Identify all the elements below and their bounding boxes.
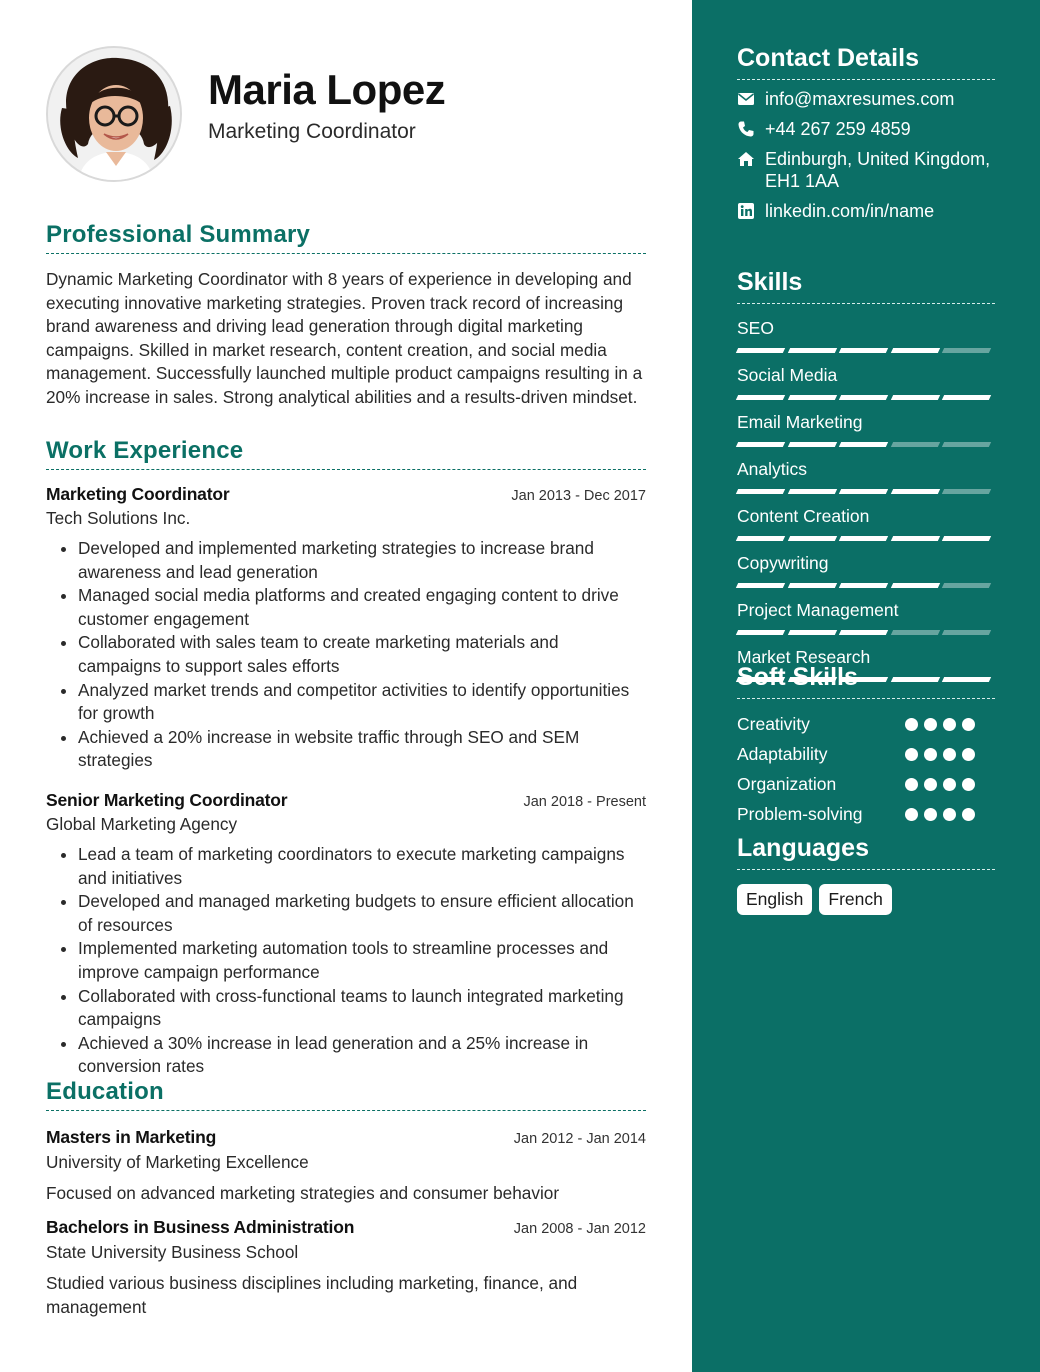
education-entry xyxy=(46,1127,646,1205)
skill-item xyxy=(737,411,995,448)
skill-level-segment xyxy=(942,536,991,541)
soft-skill-name: Organization xyxy=(737,773,837,794)
skill-level-segment xyxy=(787,536,836,541)
skill-level-segment xyxy=(736,630,785,635)
skill-level-segment xyxy=(839,395,888,400)
linkedin-text: linkedin.com/in/name xyxy=(765,201,935,221)
phone-text: +44 267 259 4859 xyxy=(765,119,911,139)
skill-level-segment xyxy=(736,536,785,541)
skill-item xyxy=(737,458,995,495)
skill-level-bar xyxy=(737,536,995,542)
soft-skill-rating xyxy=(905,718,975,731)
soft-skill-name: Adaptability xyxy=(737,743,828,764)
skill-level-segment xyxy=(787,630,836,635)
skill-level-segment xyxy=(942,583,991,588)
skill-level-segment xyxy=(891,583,940,588)
job-bullets xyxy=(46,843,646,1079)
rating-dot xyxy=(962,718,975,731)
rating-dot xyxy=(943,718,956,731)
rating-dot xyxy=(905,718,918,731)
skill-level-segment xyxy=(891,630,940,635)
rating-dot xyxy=(962,748,975,761)
skill-level-segment xyxy=(839,442,888,447)
skill-level-segment xyxy=(839,630,888,635)
bullet-item: • Developed and implemented marketing strategies to increase brand awareness and lead generation xyxy=(78,537,646,584)
education-entry xyxy=(46,1217,646,1319)
skill-name: Email Marketing xyxy=(737,412,863,432)
skill-level-segment xyxy=(942,348,991,353)
section-heading: Work Experience xyxy=(46,437,646,470)
contact-phone[interactable] xyxy=(737,118,995,140)
skill-level-segment xyxy=(942,442,991,447)
skill-level-bar xyxy=(737,630,995,636)
skill-level-segment xyxy=(942,630,991,635)
bullet-item: • Collaborated with sales team to create marketing materials and campaigns to support sales efforts xyxy=(78,631,646,678)
rating-dot xyxy=(962,778,975,791)
rating-dot xyxy=(905,748,918,761)
degree-title: Bachelors in Business Administration xyxy=(46,1217,355,1237)
job-bullets xyxy=(46,537,646,773)
education-dates: Jan 2008 - Jan 2012 xyxy=(513,1221,646,1237)
skill-level-bar xyxy=(737,583,995,589)
skill-level-segment xyxy=(736,348,785,353)
skill-name: SEO xyxy=(737,318,774,338)
skill-name: Analytics xyxy=(737,459,808,479)
skill-name: Market Research xyxy=(737,647,871,667)
skill-name: Project Management xyxy=(737,600,899,620)
skill-level-segment xyxy=(736,395,785,400)
language-chip: English xyxy=(737,884,812,915)
skill-level-segment xyxy=(839,583,888,588)
skill-item xyxy=(737,505,995,542)
skill-level-segment xyxy=(839,536,888,541)
soft-skill-name: Creativity xyxy=(737,713,810,734)
bullet-item: • Managed social media platforms and created engaging content to drive customer engagement xyxy=(78,584,646,631)
contact-address xyxy=(737,148,995,192)
contact-section xyxy=(737,44,995,222)
rating-dot xyxy=(943,808,956,821)
summary-text: Dynamic Marketing Coordinator with 8 years of experience in developing and executing innovative marketing strategies. Proven track record of increasing brand awareness and driving lead generation through digital marketing campaigns. Skilled in market research, content creation, and social media management. Successfully launched multiple product campaigns resulting in a 20% increase in sales. Strong analytical abilities and a results-driven mindset. xyxy=(46,269,643,407)
skill-level-segment xyxy=(736,489,785,494)
soft-skill-rating xyxy=(905,778,975,791)
degree-title: Masters in Marketing xyxy=(46,1127,217,1147)
skill-level-segment xyxy=(942,489,991,494)
job-title: Marketing Coordinator xyxy=(46,484,230,504)
bullet-item: • Collaborated with cross-functional teams to launch integrated marketing campaigns xyxy=(78,985,646,1032)
skill-item xyxy=(737,599,995,636)
skill-name: Social Media xyxy=(737,365,838,385)
soft-skill-name: Problem-solving xyxy=(737,803,863,824)
soft-skills-section xyxy=(737,663,995,825)
skill-level-segment xyxy=(891,489,940,494)
languages-list xyxy=(737,884,995,915)
job-entry xyxy=(46,790,646,1079)
skill-name: Content Creation xyxy=(737,506,870,526)
section-heading: Education xyxy=(46,1078,646,1111)
skills-list xyxy=(737,317,995,683)
profile-photo xyxy=(46,46,182,182)
skill-level-segment xyxy=(891,536,940,541)
bullet-item: • Lead a team of marketing coordinators to execute marketing campaigns and initiatives xyxy=(78,843,646,890)
bullet-item: • Achieved a 30% increase in lead generation and a 25% increase in conversion rates xyxy=(78,1032,646,1079)
section-heading: Professional Summary xyxy=(46,221,646,254)
home-icon xyxy=(737,150,755,168)
skill-item xyxy=(737,552,995,589)
rating-dot xyxy=(924,808,937,821)
job-dates: Jan 2013 - Dec 2017 xyxy=(511,488,646,504)
address-text: Edinburgh, United Kingdom, EH1 1AA xyxy=(765,149,991,191)
skill-level-segment xyxy=(787,442,836,447)
skill-level-segment xyxy=(736,442,785,447)
soft-skill-rating xyxy=(905,748,975,761)
envelope-icon xyxy=(737,90,755,108)
skill-level-segment xyxy=(839,489,888,494)
sidebar xyxy=(692,0,1040,1372)
skill-level-segment xyxy=(891,348,940,353)
phone-icon xyxy=(737,120,755,138)
section-heading: Skills xyxy=(737,268,995,304)
skill-level-segment xyxy=(787,395,836,400)
section-heading: Languages xyxy=(737,834,995,870)
contact-linkedin[interactable] xyxy=(737,200,995,222)
language-chip: French xyxy=(819,884,891,915)
professional-summary-section xyxy=(46,221,646,410)
school-name: State University Business School xyxy=(46,1242,299,1262)
candidate-name: Maria Lopez xyxy=(208,66,446,113)
skill-level-segment xyxy=(891,442,940,447)
resume-header xyxy=(46,46,646,182)
work-experience-section xyxy=(46,437,646,1079)
rating-dot xyxy=(943,778,956,791)
skill-item xyxy=(737,317,995,354)
skill-level-bar xyxy=(737,489,995,495)
skill-name: Copywriting xyxy=(737,553,829,573)
candidate-title: Marketing Coordinator xyxy=(208,120,416,143)
education-dates: Jan 2012 - Jan 2014 xyxy=(513,1131,646,1147)
section-heading: Soft Skills xyxy=(737,663,995,699)
job-title: Senior Marketing Coordinator xyxy=(46,789,288,810)
school-name: University of Marketing Excellence xyxy=(46,1152,309,1172)
skill-level-segment xyxy=(787,348,836,353)
skill-level-bar xyxy=(737,442,995,448)
soft-skill-item xyxy=(737,743,995,765)
rating-dot xyxy=(924,748,937,761)
skill-item xyxy=(737,364,995,401)
education-description: Studied various business disciplines including marketing, finance, and management xyxy=(46,1273,578,1317)
skill-level-segment xyxy=(787,583,836,588)
rating-dot xyxy=(962,808,975,821)
job-dates: Jan 2018 - Present xyxy=(523,793,646,810)
skill-level-bar xyxy=(737,348,995,354)
soft-skill-item xyxy=(737,713,995,735)
bullet-item: • Achieved a 20% increase in website traffic through SEO and SEM strategies xyxy=(78,726,646,773)
education-section xyxy=(46,1078,646,1319)
rating-dot xyxy=(943,748,956,761)
bullet-item: • Analyzed market trends and competitor activities to identify opportunities for growth xyxy=(78,679,646,726)
rating-dot xyxy=(924,778,937,791)
skill-level-segment xyxy=(839,348,888,353)
linkedin-icon xyxy=(737,202,755,220)
rating-dot xyxy=(905,808,918,821)
soft-skill-item xyxy=(737,773,995,795)
skill-level-segment xyxy=(891,395,940,400)
skill-level-segment xyxy=(736,583,785,588)
bullet-item: • Developed and managed marketing budgets to ensure efficient allocation of resources xyxy=(78,890,646,937)
rating-dot xyxy=(905,778,918,791)
avatar-illustration xyxy=(48,48,182,182)
skill-level-segment xyxy=(787,489,836,494)
rating-dot xyxy=(924,718,937,731)
job-entry xyxy=(46,484,646,773)
skill-level-bar xyxy=(737,395,995,401)
skills-section xyxy=(737,268,995,683)
section-heading: Contact Details xyxy=(737,44,995,80)
education-description: Focused on advanced marketing strategies and consumer behavior xyxy=(46,1183,560,1203)
job-company: Global Marketing Agency xyxy=(46,813,238,834)
soft-skills-list xyxy=(737,713,995,825)
bullet-item: • Implemented marketing automation tools to streamline processes and improve campaign performance xyxy=(78,937,646,984)
soft-skill-rating xyxy=(905,808,975,821)
job-company: Tech Solutions Inc. xyxy=(46,508,191,528)
soft-skill-item xyxy=(737,803,995,825)
languages-section xyxy=(737,834,995,915)
email-text: info@maxresumes.com xyxy=(765,89,955,109)
skill-level-segment xyxy=(942,395,991,400)
contact-email[interactable] xyxy=(737,88,995,110)
